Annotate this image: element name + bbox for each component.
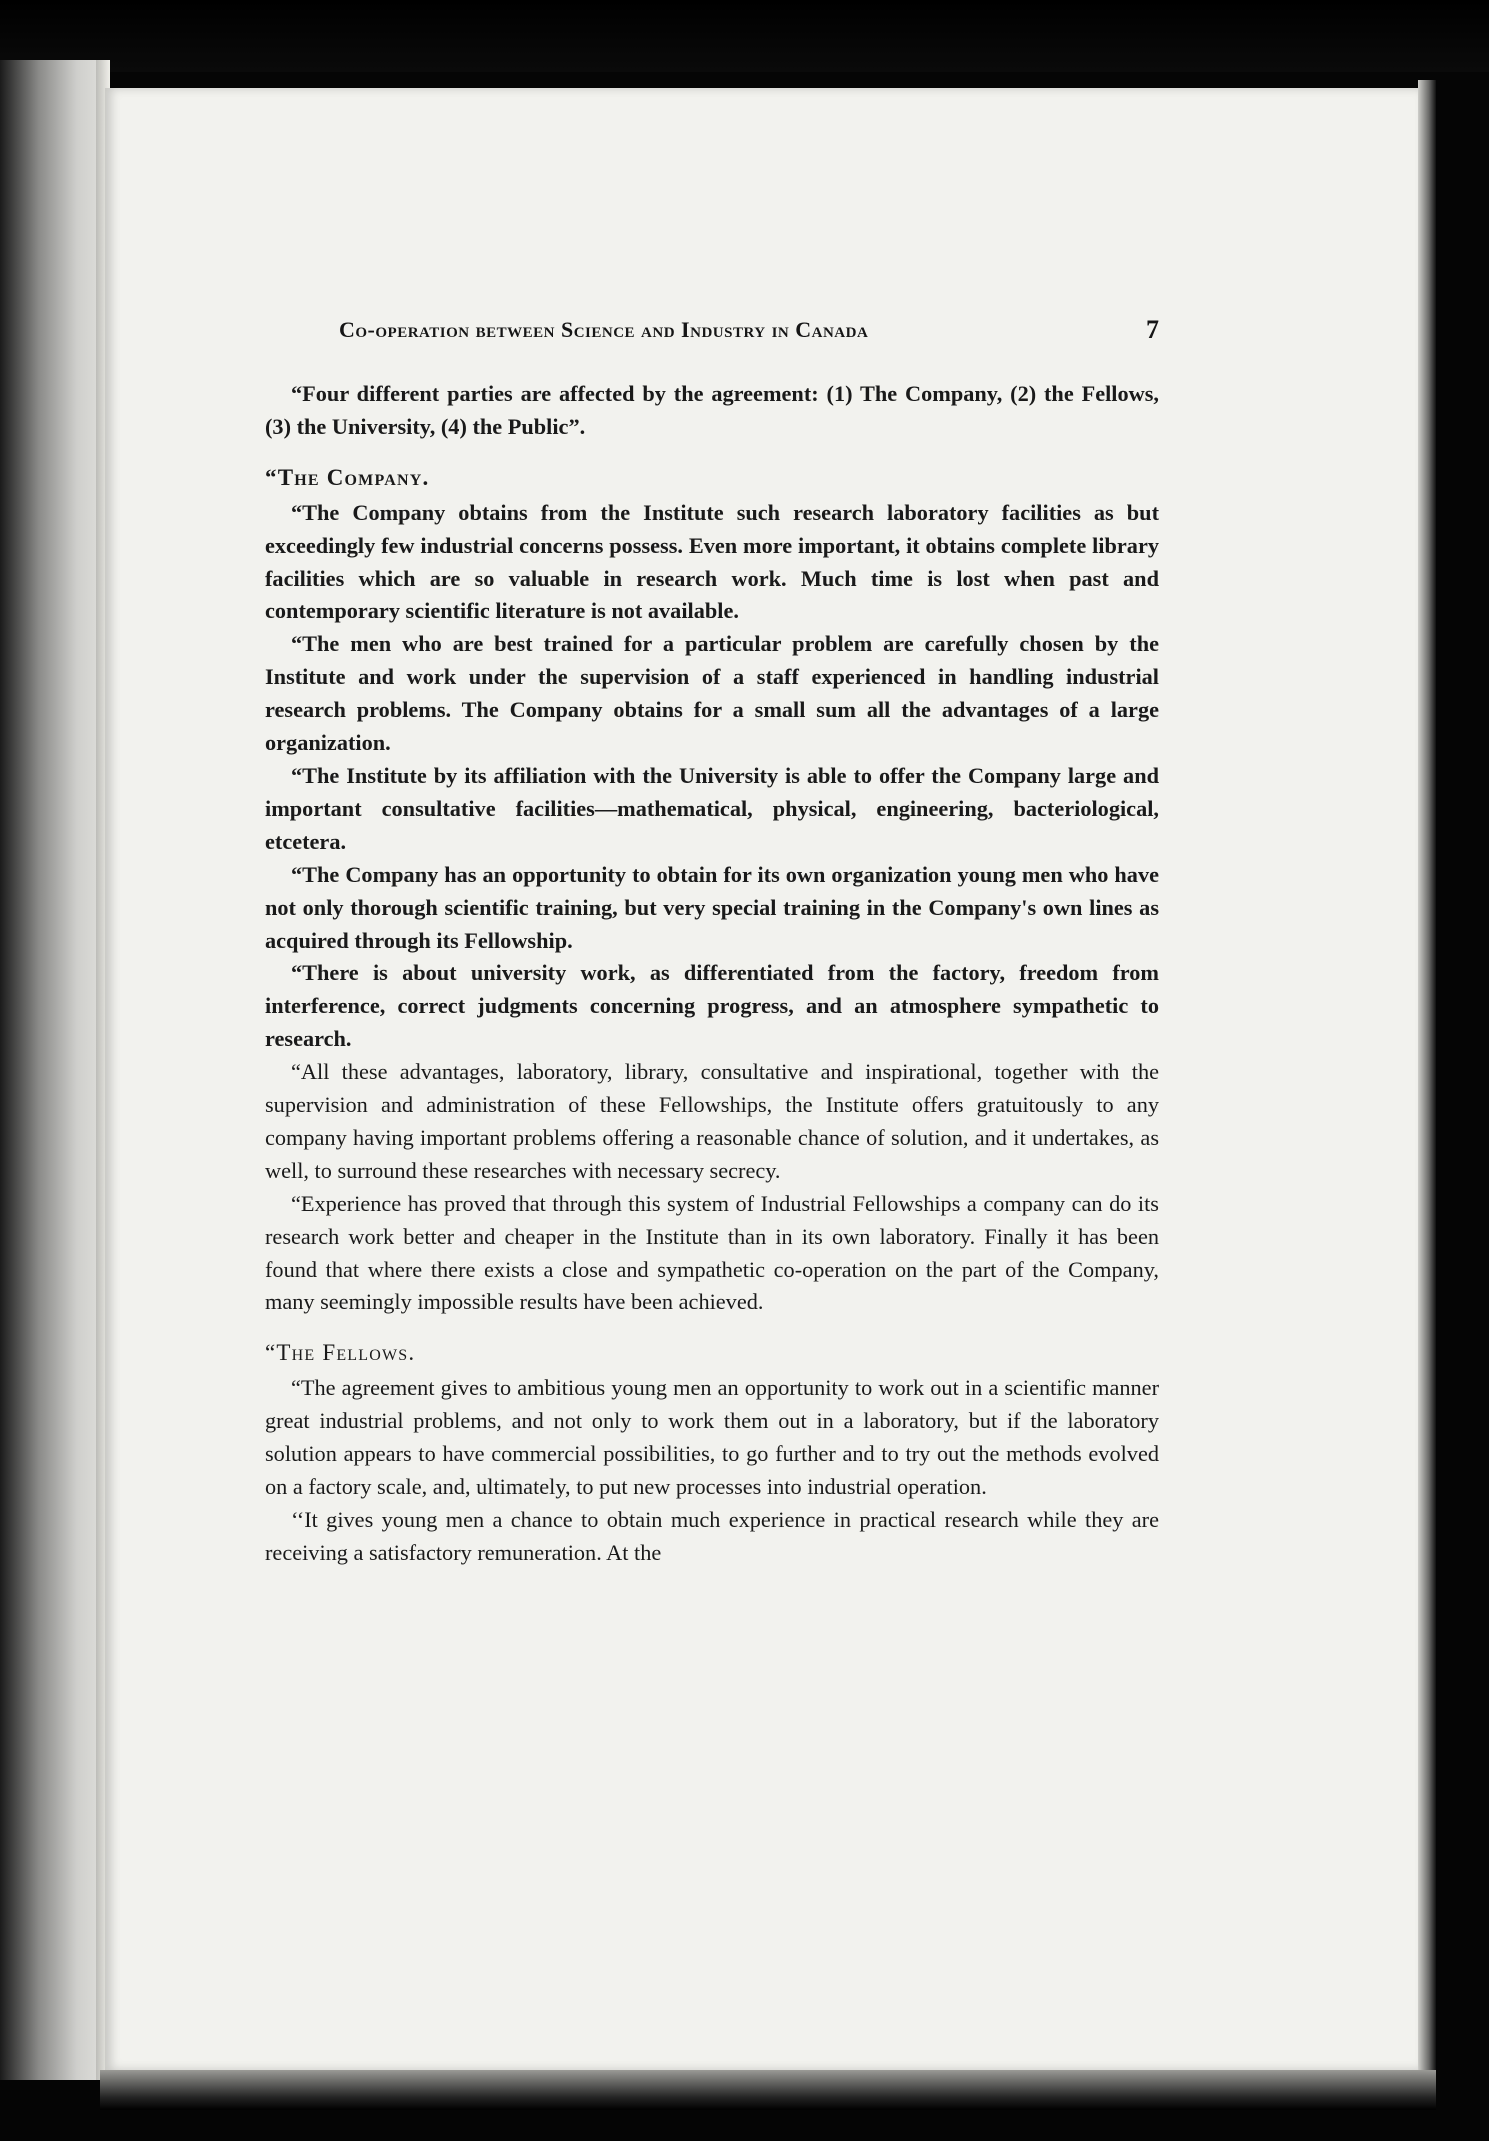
- page-right-edge: [1418, 80, 1436, 2075]
- paragraph-parties: “Four different parties are affected by the agreement: (1) The Company, (2) the Fellows, (3) the University, (4) the Public”.: [265, 381, 1159, 439]
- paragraph-fellows-agreement: “The agreement gives to ambitious young men an opportunity to work out in a scientific manner great industrial problems, and not only to work them out in a laboratory, but if the laboratory solution appears to have commercial possibilities, to go further and to try out the methods evolved on a factory scale, and, ultimately, to put new processes into industrial operation.: [265, 1375, 1159, 1499]
- paragraph-company-facilities: “The Company obtains from the Institute such research laboratory facilities as but exceedingly few industrial concerns possess. Even more important, it obtains complete library facilities which are so valuable in research work. Much time is lost when past and contemporary scientific literature is not available.: [265, 499, 1159, 624]
- scan-top-edge: [0, 0, 1489, 72]
- paragraph-experience: “Experience has proved that through this system of Industrial Fellowships a company can do its research work better and cheaper in the Institute than in its own laboratory. Finally it has been found that where there exists a close and sympathetic co-operation on the part of the Company, many seemingly impossible results have been achieved.: [265, 1190, 1159, 1315]
- page-header: [339, 317, 1159, 357]
- paragraph-company-opportunity: “The Company has an opportunity to obtain for its own organization young men who have not only thorough scientific training, but very special training in the Company's own lines as acquired through its Fellowship.: [265, 861, 1159, 953]
- paragraph-company-men: “The men who are best trained for a particular problem are carefully chosen by the Institute and work under the supervision of a staff experienced in handling industrial research problems. The Company obtains for a small sum all the advantages of a large organization.: [265, 631, 1159, 756]
- page-body: [265, 378, 1159, 1570]
- page-bottom-edge: [100, 2070, 1436, 2110]
- paragraph-university-work: “There is about university work, as differentiated from the factory, freedom from interference, correct judgments concerning progress, and an atmosphere sympathetic to research.: [265, 960, 1159, 1052]
- paragraph-fellows-chance: ‘‘It gives young men a chance to obtain much experience in practical research while they are receiving a satisfactory remuneration. At the: [265, 1506, 1159, 1565]
- paragraph-company-university: “The Institute by its affiliation with the University is able to offer the Company large and important consultative facilities—mathematical, physical, engineering, bacteriological, etcetera.: [265, 762, 1159, 854]
- running-head: Co-operation between Science and Industry in Canada: [339, 317, 869, 342]
- page-number: 7: [1146, 315, 1159, 344]
- paragraph-advantages: “All these advantages, laboratory, library, consultative and inspirational, together with the supervision and administration of these Fellowships, the Institute offers gratuitously to any company having important problems offering a reasonable chance of solution, and it undertakes, as well, to surround these researches with necessary secrecy.: [265, 1059, 1159, 1183]
- book-spine: [0, 60, 110, 2080]
- section-heading-company: “The Company.: [265, 464, 430, 490]
- section-heading-fellows: “The Fellows.: [265, 1340, 416, 1366]
